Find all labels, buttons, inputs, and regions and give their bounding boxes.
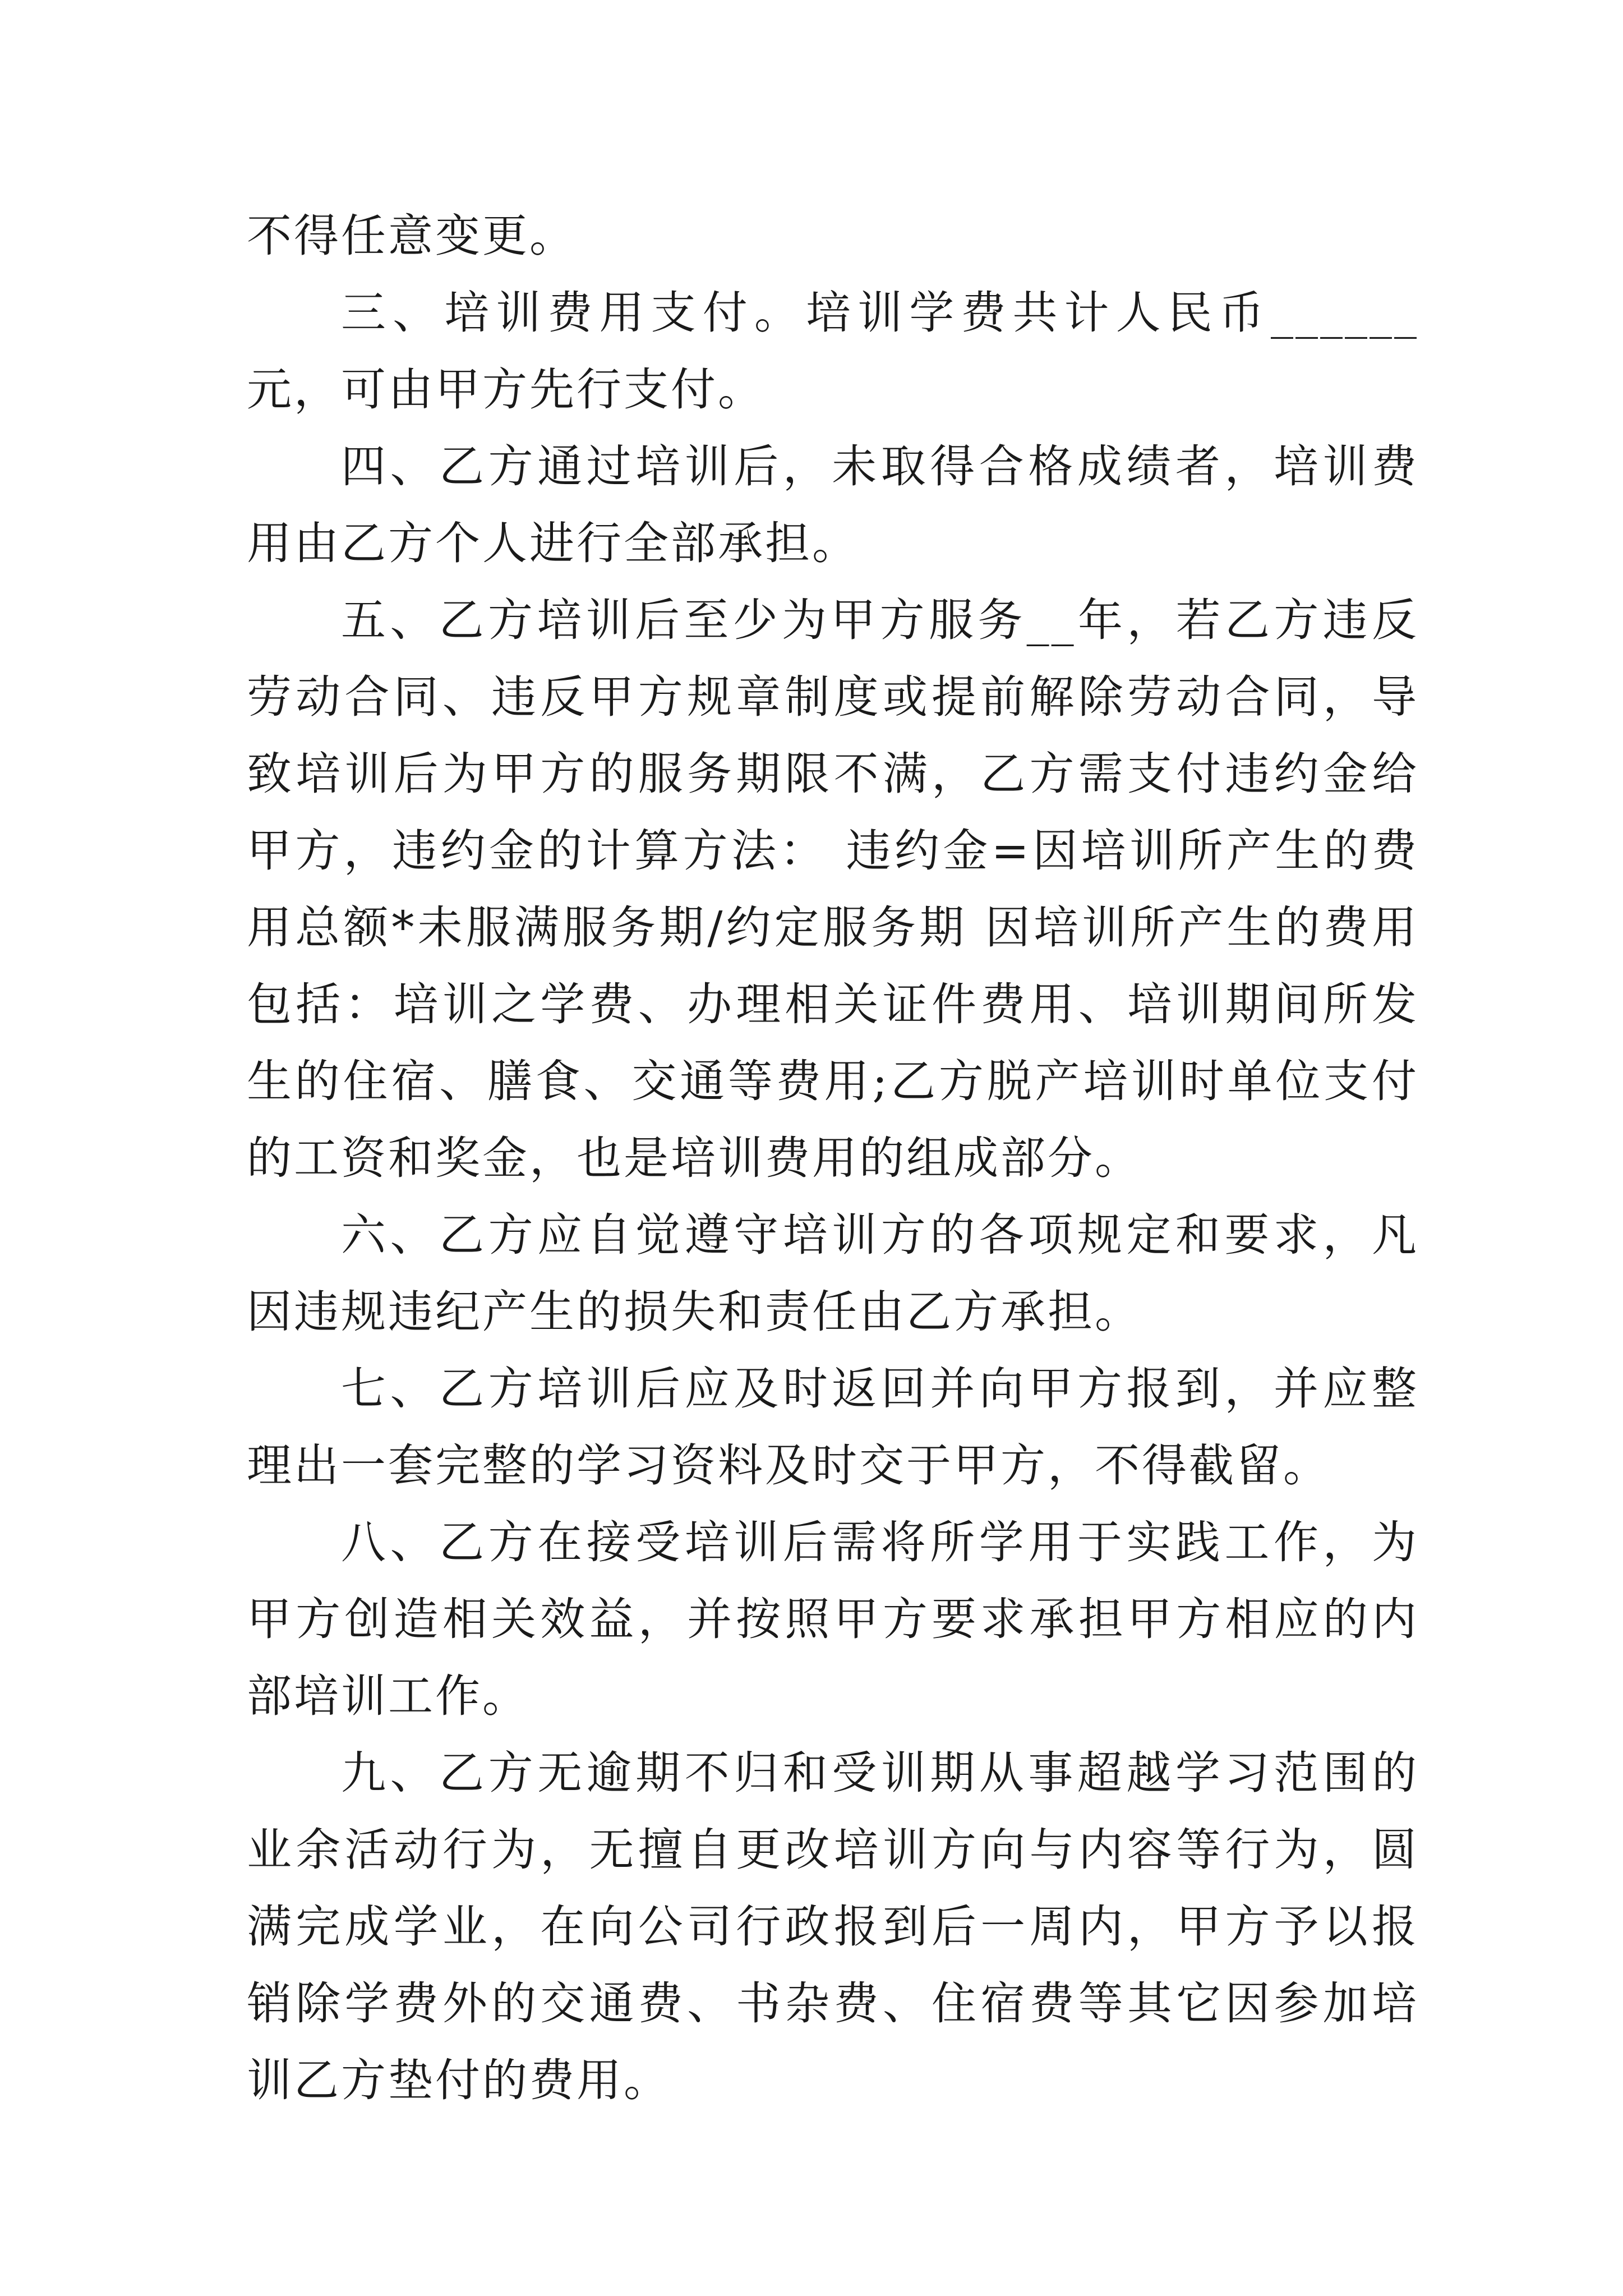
paragraph-clause-7: 七、乙方培训后应及时返回并向甲方报到，并应整理出一套完整的学习资料及时交于甲方，不得截留。: [247, 1363, 1419, 1492]
paragraph-clause-4: 四、乙方通过培训后，未取得合格成绩者，培训费用由乙方个人进行全部承担。: [247, 440, 1419, 569]
document-body: [247, 197, 1419, 2119]
paragraph-clause-8: 八、乙方在接受培训后需将所学用于实践工作，为甲方创造相关效益，并按照甲方要求承担甲方相应的内部培训工作。: [247, 1516, 1419, 1722]
paragraph-clause-3: 三、培训费用支付。培训学费共计人民币______元，可由甲方先行支付。: [247, 287, 1419, 416]
paragraph-clause-5: 五、乙方培训后至少为甲方服务__年，若乙方违反劳动合同、违反甲方规章制度或提前解除劳动合同，导致培训后为甲方的服务期限不满，乙方需支付违约金给甲方，违约金的计算方法： 违约金=因培训所产生的费用总额*未服满服务期/约定服务期 因培训所产生的费用包括：培训之学费、办理相关证件费用、培训期间所发生的住宿、膳食、交通等费用;乙方脱产培训时单位支付的工资和奖金，也是培训费用的组成部分。: [247, 594, 1419, 1184]
paragraph-continuation: 不得任意变更。: [247, 210, 577, 262]
paragraph-clause-9: 九、乙方无逾期不归和受训期从事超越学习范围的业余活动行为，无擅自更改培训方向与内容等行为，圆满完成学业，在向公司行政报到后一周内，甲方予以报销除学费外的交通费、书杂费、住宿费等其它因参加培训乙方垫付的费用。: [247, 1747, 1419, 2106]
paragraph-clause-6: 六、乙方应自觉遵守培训方的各项规定和要求，凡因违规违纪产生的损失和责任由乙方承担。: [247, 1209, 1419, 1338]
